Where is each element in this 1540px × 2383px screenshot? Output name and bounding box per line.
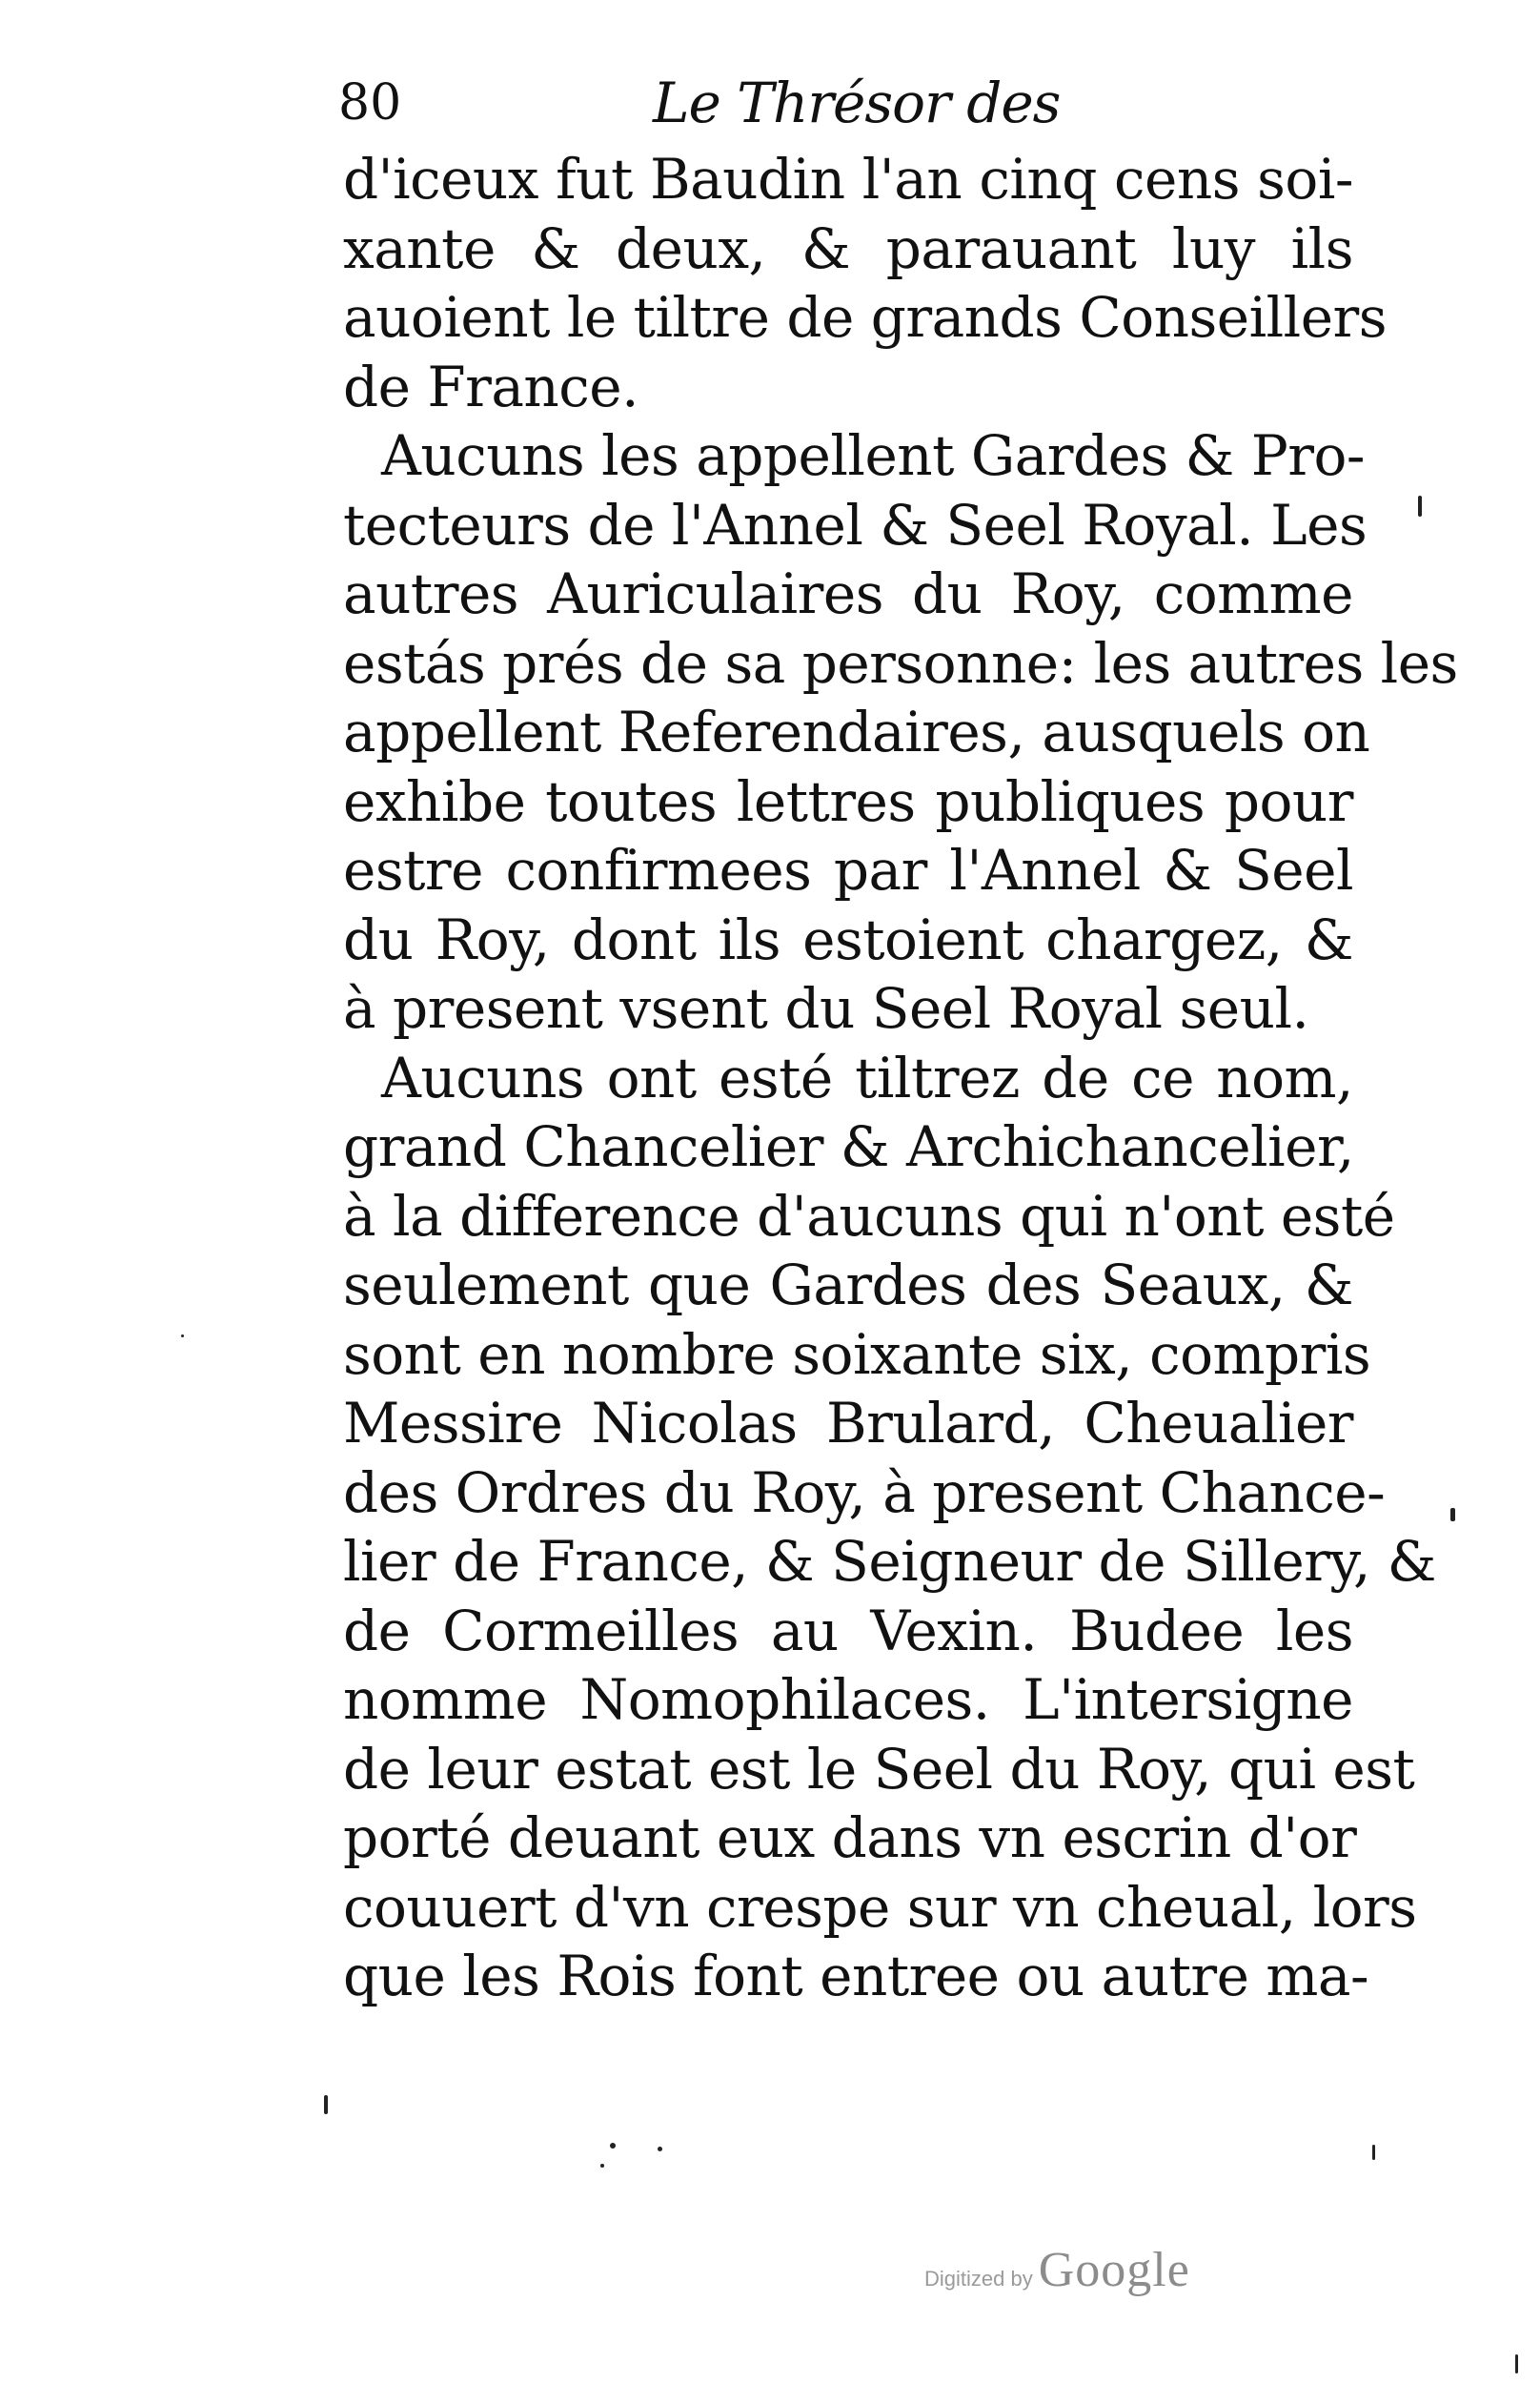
scan-speck bbox=[658, 2147, 662, 2151]
text-line: appellent Referendaires, ausquels on bbox=[343, 700, 1370, 764]
scan-speck bbox=[610, 2143, 616, 2149]
text-line: xante & deux, & parauant luy ils bbox=[343, 215, 1353, 281]
text-line: Aucuns ont esté tiltrez de ce nom, bbox=[381, 1045, 1353, 1110]
text-line: seulement que Gardes des Seaux, & bbox=[343, 1253, 1353, 1317]
text-line: de Cormeilles au Vexin. Budee les bbox=[343, 1598, 1353, 1663]
text-line: d'iceux fut Baudin l'an cinq cens soi- bbox=[343, 147, 1353, 212]
text-line: tecteurs de l'Annel & Seel Royal. Les bbox=[343, 492, 1368, 558]
text-line: nomme Nomophilaces. L'intersigne bbox=[343, 1667, 1353, 1732]
scan-speck bbox=[1450, 1508, 1455, 1521]
scan-speck bbox=[324, 2095, 328, 2114]
text-line: que les Rois font entree ou autre ma- bbox=[343, 1944, 1369, 2008]
watermark-prefix: Digitized by bbox=[924, 2267, 1033, 2291]
text-line: à present vsent du Seel Royal seul. bbox=[343, 976, 1309, 1041]
text-line: Aucuns les appellent Gardes & Pro- bbox=[381, 423, 1366, 488]
text-line: autres Auriculaires du Roy, comme bbox=[343, 561, 1353, 626]
text-line: des Ordres du Roy, à present Chance- bbox=[343, 1459, 1386, 1525]
body-text bbox=[343, 145, 1458, 2011]
page-number: 80 bbox=[338, 74, 402, 132]
digitization-watermark bbox=[924, 2242, 1190, 2299]
text-line: du Roy, dont ils estoient chargez, & bbox=[343, 906, 1353, 972]
text-line: couuert d'vn crespe sur vn cheual, lors bbox=[343, 1874, 1417, 1940]
scan-speck bbox=[600, 2164, 604, 2168]
text-line: à la difference d'aucuns qui n'ont esté bbox=[343, 1183, 1395, 1249]
scan-speck bbox=[1372, 2145, 1375, 2160]
text-line: exhibe toutes lettres publiques pour bbox=[343, 768, 1353, 834]
text-line: grand Chancelier & Archichancelier, bbox=[343, 1114, 1354, 1179]
page-header bbox=[338, 65, 1196, 141]
text-line: lier de France, & Seigneur de Sillery, & bbox=[343, 1529, 1436, 1594]
scan-speck bbox=[1515, 2354, 1518, 2373]
scan-speck bbox=[1418, 496, 1422, 517]
text-line: auoient le tiltre de grands Conseillers bbox=[343, 285, 1388, 350]
text-line: de France. bbox=[343, 354, 639, 419]
watermark-brand: Google bbox=[1038, 2243, 1190, 2297]
text-line: estre confirmees par l'Annel & Seel bbox=[343, 838, 1353, 903]
text-line: Messire Nicolas Brulard, Cheualier bbox=[343, 1391, 1353, 1456]
text-line: porté deuant eux dans vn escrin d'or bbox=[343, 1805, 1357, 1870]
text-line: sont en nombre soixante six, compris bbox=[343, 1321, 1371, 1387]
scan-speck bbox=[181, 1334, 184, 1337]
running-head: Le Thrésor des bbox=[653, 71, 1061, 135]
text-line: estás prés de sa personne: les autres les bbox=[343, 630, 1458, 696]
text-line: de leur estat est le Seel du Roy, qui est bbox=[343, 1736, 1415, 1802]
